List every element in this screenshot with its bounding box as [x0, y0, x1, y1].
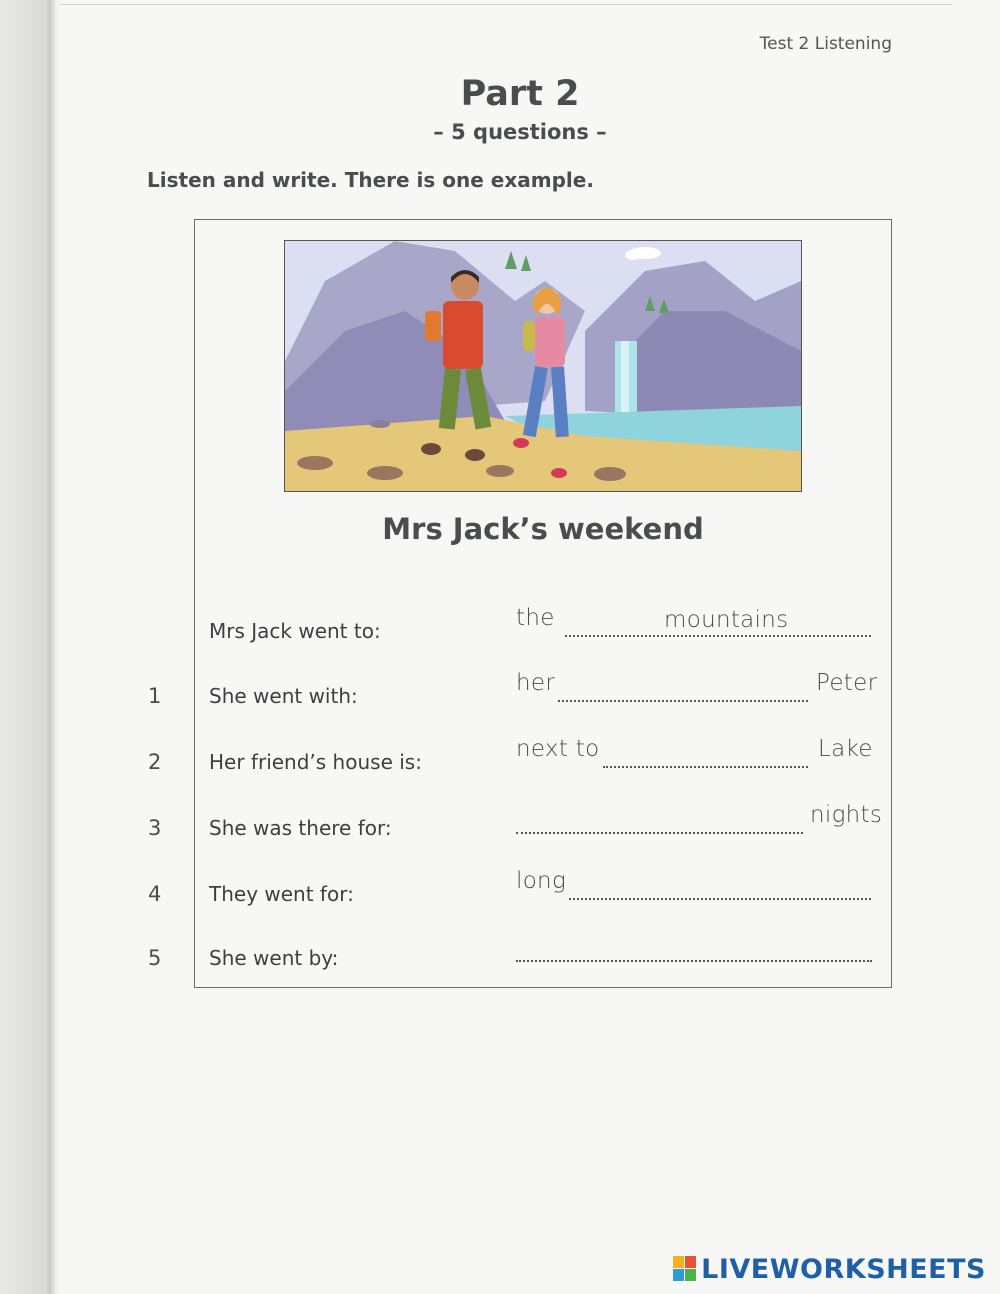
answer-line[interactable] [516, 832, 803, 834]
story-title: Mrs Jack’s weekend [382, 512, 704, 546]
liveworksheets-watermark [673, 1254, 986, 1284]
question-prompt: Her friend’s house is: [209, 750, 422, 774]
question-prompt: They went for: [209, 882, 354, 906]
question-number: 4 [148, 882, 162, 906]
instruction-text: Listen and write. There is one example. [147, 168, 594, 192]
question-prefix: next to [516, 736, 600, 762]
header-label: Test 2 Listening [759, 34, 892, 54]
example-row [0, 605, 1000, 665]
hiking-scene-illustration [284, 240, 802, 492]
part-title: Part 2 [460, 74, 580, 114]
part-subtitle: – 5 questions – [433, 120, 607, 144]
question-prompt: She was there for: [209, 816, 392, 840]
question-prompt: She went with: [209, 684, 358, 708]
question-number: 5 [148, 946, 162, 970]
question-number: 2 [148, 750, 162, 774]
example-answer-line [565, 635, 871, 637]
question-suffix: Lake [818, 736, 873, 762]
page-top-border [60, 4, 952, 5]
question-prefix: long [516, 868, 567, 894]
question-suffix: Peter [816, 670, 878, 696]
answer-line[interactable] [516, 960, 872, 962]
question-number: 1 [148, 684, 162, 708]
question-prefix[interactable]: her [516, 670, 556, 696]
question-row-5 [0, 932, 1000, 992]
answer-line[interactable] [558, 700, 808, 702]
answer-line[interactable] [603, 766, 808, 768]
question-row-4 [0, 868, 1000, 928]
question-row-2 [0, 736, 1000, 796]
question-row-1 [0, 670, 1000, 730]
question-number: 3 [148, 816, 162, 840]
watermark-text: LIVEWORKSHEETS [701, 1253, 986, 1285]
question-row-3 [0, 802, 1000, 862]
answer-line[interactable] [569, 898, 871, 900]
question-prompt: She went by: [209, 946, 339, 970]
example-answer: mountains [664, 607, 789, 633]
example-prefix: the [516, 605, 555, 631]
liveworksheets-logo-icon [673, 1256, 697, 1282]
example-prompt: Mrs Jack went to: [209, 619, 381, 643]
question-suffix: nights [810, 802, 883, 828]
